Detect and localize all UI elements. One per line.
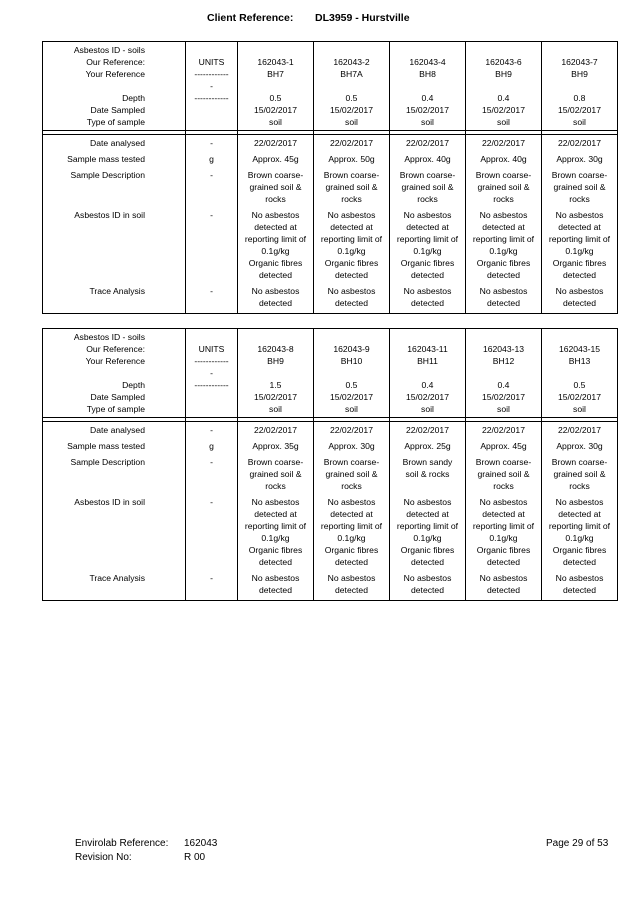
result-value: No asbestos detected at reporting limit of 0.1g/kg Organic fibres detected	[542, 496, 618, 572]
result-value: No asbestos detected at reporting limit of 0.1g/kg Organic fibres detected	[390, 496, 466, 572]
result-value: 22/02/2017	[314, 135, 390, 154]
units-cell	[186, 403, 238, 418]
result-value: Approx. 30g	[542, 153, 618, 169]
units-cell: UNITS	[186, 56, 238, 68]
envirolab-reference-value: 162043	[184, 838, 218, 849]
unit-cell: g	[186, 440, 238, 456]
header-row	[43, 92, 618, 104]
result-row	[43, 135, 618, 154]
result-value: No asbestos detected	[238, 285, 314, 314]
result-value: 22/02/2017	[238, 422, 314, 441]
result-row	[43, 456, 618, 496]
row-label	[43, 367, 186, 379]
sample-cell: BH11	[390, 355, 466, 367]
result-value: 22/02/2017	[390, 422, 466, 441]
sample-cell	[466, 42, 542, 57]
sample-cell: 0.5	[314, 379, 390, 391]
header-row	[43, 391, 618, 403]
sample-cell: 0.4	[390, 92, 466, 104]
result-row	[43, 285, 618, 314]
sample-cell: 0.5	[314, 92, 390, 104]
unit-cell: -	[186, 169, 238, 209]
sample-cell: 0.5	[542, 379, 618, 391]
sample-cell: BH9	[542, 68, 618, 80]
sample-cell: 0.4	[390, 379, 466, 391]
result-value: No asbestos detected	[390, 572, 466, 601]
sample-cell: 162043-9	[314, 343, 390, 355]
sample-cell	[390, 42, 466, 57]
revision-label: Revision No:	[75, 852, 132, 863]
header-row	[43, 367, 618, 379]
result-value: 22/02/2017	[542, 422, 618, 441]
result-value: Approx. 40g	[390, 153, 466, 169]
parameter-name: Asbestos ID in soil	[43, 209, 186, 285]
parameter-name: Asbestos ID in soil	[43, 496, 186, 572]
units-cell: ------------	[186, 355, 238, 367]
sample-cell	[542, 367, 618, 379]
header-row	[43, 379, 618, 391]
result-value: Brown coarse- grained soil & rocks	[542, 456, 618, 496]
parameter-name: Sample mass tested	[43, 440, 186, 456]
result-value: 22/02/2017	[238, 135, 314, 154]
units-cell	[186, 116, 238, 131]
unit-cell: g	[186, 153, 238, 169]
result-value: Approx. 45g	[466, 440, 542, 456]
result-value: Approx. 50g	[314, 153, 390, 169]
result-value: Approx. 35g	[238, 440, 314, 456]
result-value: Brown coarse- grained soil & rocks	[466, 169, 542, 209]
sample-cell	[466, 80, 542, 92]
sample-cell: soil	[238, 403, 314, 418]
row-label: Your Reference	[43, 355, 186, 367]
result-row	[43, 209, 618, 285]
sample-cell: 0.4	[466, 379, 542, 391]
unit-cell: -	[186, 209, 238, 285]
sample-cell: 15/02/2017	[314, 391, 390, 403]
sample-cell: 162043-15	[542, 343, 618, 355]
row-label: Type of sample	[43, 403, 186, 418]
header-row	[43, 343, 618, 355]
sample-cell: BH13	[542, 355, 618, 367]
header-row	[43, 116, 618, 131]
row-label: Date Sampled	[43, 391, 186, 403]
sample-cell	[314, 42, 390, 57]
units-cell: ------------	[186, 379, 238, 391]
result-value: No asbestos detected at reporting limit of 0.1g/kg Organic fibres detected	[466, 209, 542, 285]
units-cell: -	[186, 80, 238, 92]
header-row	[43, 42, 618, 57]
sample-cell: 15/02/2017	[314, 104, 390, 116]
units-cell: UNITS	[186, 343, 238, 355]
sample-cell: 162043-7	[542, 56, 618, 68]
result-value: No asbestos detected	[238, 572, 314, 601]
client-reference-header	[0, 12, 638, 28]
sample-cell	[238, 367, 314, 379]
unit-cell: -	[186, 456, 238, 496]
result-value: 22/02/2017	[466, 135, 542, 154]
result-row	[43, 572, 618, 601]
sample-cell	[466, 367, 542, 379]
row-label: Our Reference:	[43, 56, 186, 68]
client-reference-value: DL3959 - Hurstville	[315, 12, 410, 24]
result-value: Approx. 40g	[466, 153, 542, 169]
units-cell: -	[186, 367, 238, 379]
parameter-name: Trace Analysis	[43, 285, 186, 314]
sample-cell: soil	[314, 403, 390, 418]
sample-cell: 162043-6	[466, 56, 542, 68]
sample-cell: 162043-8	[238, 343, 314, 355]
header-row	[43, 329, 618, 344]
sample-cell: 162043-4	[390, 56, 466, 68]
envirolab-reference-label: Envirolab Reference:	[75, 838, 169, 849]
units-cell: ------------	[186, 92, 238, 104]
result-value: 22/02/2017	[314, 422, 390, 441]
row-label: Asbestos ID - soils	[43, 329, 186, 344]
result-value: No asbestos detected	[466, 572, 542, 601]
sample-cell	[390, 329, 466, 344]
sample-cell: 0.4	[466, 92, 542, 104]
result-value: No asbestos detected	[314, 572, 390, 601]
parameter-name: Sample Description	[43, 169, 186, 209]
sample-cell	[314, 329, 390, 344]
sample-cell: 15/02/2017	[238, 391, 314, 403]
unit-cell: -	[186, 135, 238, 154]
sample-cell: 162043-13	[466, 343, 542, 355]
unit-cell: -	[186, 285, 238, 314]
sample-cell: 162043-11	[390, 343, 466, 355]
sample-cell	[238, 80, 314, 92]
header-row	[43, 104, 618, 116]
header-row	[43, 56, 618, 68]
sample-cell: 15/02/2017	[390, 391, 466, 403]
sample-cell: BH9	[238, 355, 314, 367]
asbestos-results-table	[42, 41, 618, 314]
result-value: Approx. 30g	[314, 440, 390, 456]
row-label	[43, 80, 186, 92]
page-number: Page 29 of 53	[546, 838, 609, 849]
sample-cell: soil	[466, 403, 542, 418]
sample-cell: 0.5	[238, 92, 314, 104]
sample-cell	[390, 80, 466, 92]
result-value: Brown coarse- grained soil & rocks	[238, 456, 314, 496]
row-label: Date Sampled	[43, 104, 186, 116]
unit-cell: -	[186, 572, 238, 601]
row-label: Asbestos ID - soils	[43, 42, 186, 57]
result-value: 22/02/2017	[466, 422, 542, 441]
row-label: Depth	[43, 379, 186, 391]
sample-cell: 15/02/2017	[466, 391, 542, 403]
result-value: Brown coarse- grained soil & rocks	[390, 169, 466, 209]
result-value: No asbestos detected	[390, 285, 466, 314]
units-cell	[186, 391, 238, 403]
sample-cell	[238, 42, 314, 57]
sample-cell: soil	[390, 116, 466, 131]
units-cell	[186, 42, 238, 57]
result-value: Approx. 45g	[238, 153, 314, 169]
result-value: No asbestos detected at reporting limit of 0.1g/kg Organic fibres detected	[542, 209, 618, 285]
result-value: Approx. 25g	[390, 440, 466, 456]
sample-cell	[466, 329, 542, 344]
result-value: Brown coarse- grained soil & rocks	[314, 169, 390, 209]
sample-cell: 15/02/2017	[542, 104, 618, 116]
parameter-name: Trace Analysis	[43, 572, 186, 601]
parameter-name: Date analysed	[43, 422, 186, 441]
result-value: Brown coarse- grained soil & rocks	[542, 169, 618, 209]
units-cell	[186, 104, 238, 116]
sample-cell: BH7	[238, 68, 314, 80]
sample-cell: 162043-1	[238, 56, 314, 68]
sample-cell	[542, 42, 618, 57]
sample-cell	[314, 367, 390, 379]
sample-cell: BH10	[314, 355, 390, 367]
sample-cell: 15/02/2017	[390, 104, 466, 116]
result-row	[43, 422, 618, 441]
result-value: Approx. 30g	[542, 440, 618, 456]
result-value: 22/02/2017	[390, 135, 466, 154]
sample-cell: 1.5	[238, 379, 314, 391]
result-value: 22/02/2017	[542, 135, 618, 154]
sample-cell	[542, 80, 618, 92]
unit-cell: -	[186, 422, 238, 441]
sample-cell: BH7A	[314, 68, 390, 80]
result-value: Brown coarse- grained soil & rocks	[314, 456, 390, 496]
sample-cell	[542, 329, 618, 344]
result-value: No asbestos detected at reporting limit of 0.1g/kg Organic fibres detected	[314, 209, 390, 285]
sample-cell: 15/02/2017	[466, 104, 542, 116]
result-value: Brown coarse- grained soil & rocks	[466, 456, 542, 496]
parameter-name: Sample mass tested	[43, 153, 186, 169]
sample-cell: BH12	[466, 355, 542, 367]
sample-cell: soil	[466, 116, 542, 131]
result-value: Brown sandy soil & rocks	[390, 456, 466, 496]
sample-cell: soil	[238, 116, 314, 131]
header-row	[43, 355, 618, 367]
revision-value: R 00	[184, 852, 206, 863]
result-value: No asbestos detected at reporting limit of 0.1g/kg Organic fibres detected	[238, 209, 314, 285]
result-value: No asbestos detected	[542, 572, 618, 601]
result-value: No asbestos detected at reporting limit of 0.1g/kg Organic fibres detected	[314, 496, 390, 572]
result-row	[43, 153, 618, 169]
result-value: No asbestos detected at reporting limit of 0.1g/kg Organic fibres detected	[390, 209, 466, 285]
result-value: No asbestos detected	[542, 285, 618, 314]
sample-cell: 162043-2	[314, 56, 390, 68]
unit-cell: -	[186, 496, 238, 572]
row-label: Our Reference:	[43, 343, 186, 355]
sample-cell: 15/02/2017	[238, 104, 314, 116]
parameter-name: Date analysed	[43, 135, 186, 154]
asbestos-results-table	[42, 328, 618, 601]
sample-cell: 15/02/2017	[542, 391, 618, 403]
parameter-name: Sample Description	[43, 456, 186, 496]
units-cell	[186, 329, 238, 344]
sample-cell: 0.8	[542, 92, 618, 104]
sample-cell: BH8	[390, 68, 466, 80]
sample-cell: soil	[314, 116, 390, 131]
result-row	[43, 440, 618, 456]
client-reference-label: Client Reference:	[207, 12, 294, 24]
sample-cell: soil	[390, 403, 466, 418]
header-row	[43, 403, 618, 418]
result-value: Brown coarse- grained soil & rocks	[238, 169, 314, 209]
units-cell: ------------	[186, 68, 238, 80]
sample-cell	[390, 367, 466, 379]
row-label: Your Reference	[43, 68, 186, 80]
result-value: No asbestos detected at reporting limit of 0.1g/kg Organic fibres detected	[238, 496, 314, 572]
result-value: No asbestos detected	[466, 285, 542, 314]
row-label: Depth	[43, 92, 186, 104]
sample-cell: soil	[542, 403, 618, 418]
result-row	[43, 496, 618, 572]
sample-cell: soil	[542, 116, 618, 131]
row-label: Type of sample	[43, 116, 186, 131]
sample-cell	[238, 329, 314, 344]
header-row	[43, 68, 618, 80]
header-row	[43, 80, 618, 92]
sample-cell	[314, 80, 390, 92]
result-value: No asbestos detected at reporting limit of 0.1g/kg Organic fibres detected	[466, 496, 542, 572]
sample-cell: BH9	[466, 68, 542, 80]
result-value: No asbestos detected	[314, 285, 390, 314]
result-row	[43, 169, 618, 209]
